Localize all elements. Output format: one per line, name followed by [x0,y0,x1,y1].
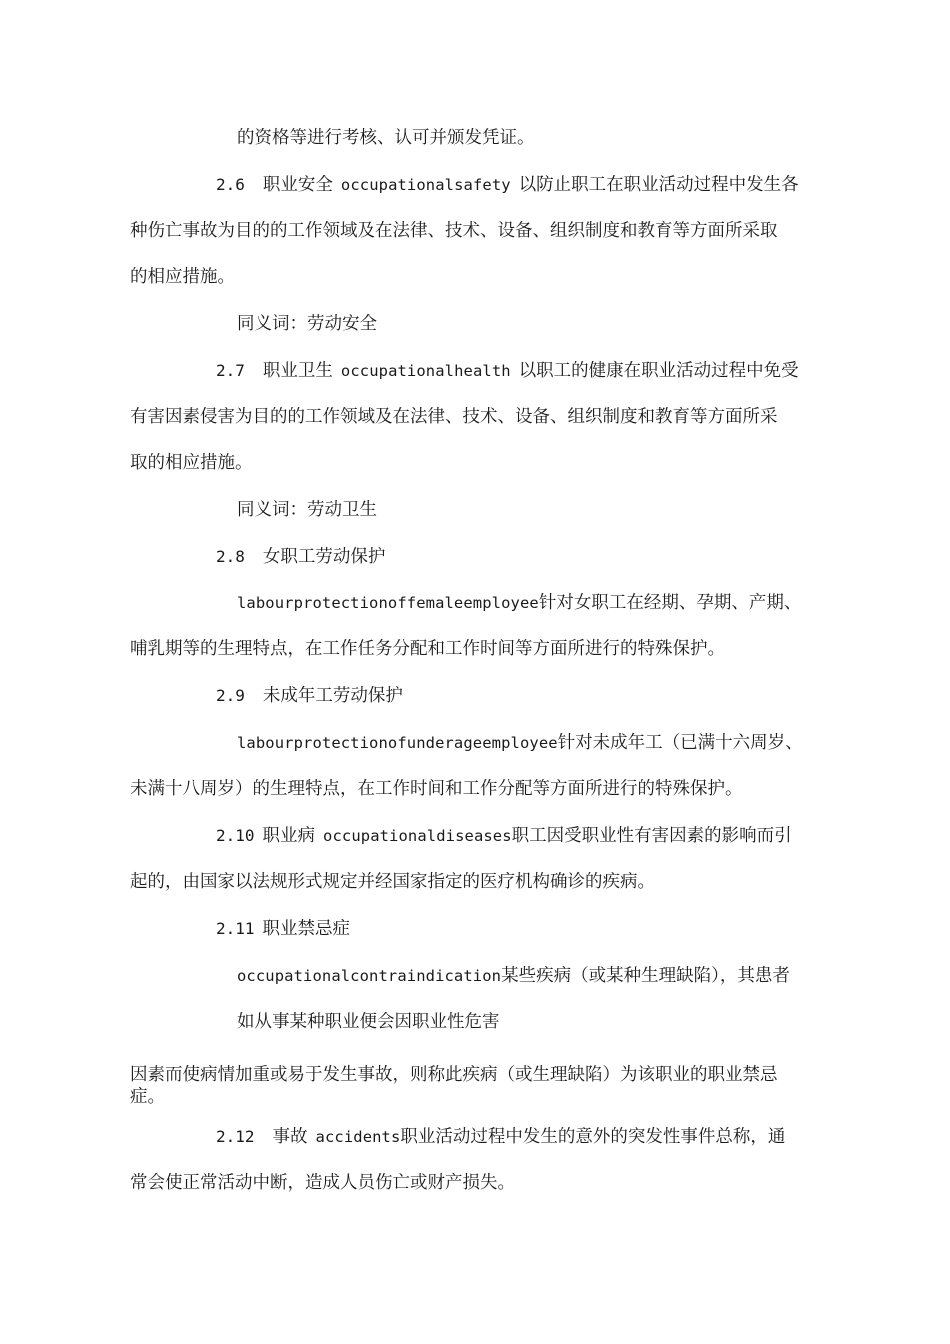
clause-term-english: occupationalcontraindication [237,967,502,985]
text-line: 未满十八周岁）的生理特点，在工作时间和工作分配等方面所进行的特殊保护。 [130,779,743,799]
clause-term: 职业安全 [262,175,333,195]
clause-definition: 职业活动过程中发生的意外的突发性事件总称，通 [400,1127,786,1147]
clause-definition: 以防止职工在职业活动过程中发生各 [518,175,799,195]
clause-term: 未成年工劳动保护 [262,686,403,706]
clause-definition: 针对女职工在经期、孕期、产期、 [538,593,802,613]
text-line: 取的相应措施。 [130,453,253,473]
clause-number: 2.10 [216,826,255,845]
clause-number: 2.8 [216,547,245,566]
synonym: 同义词：劳动安全 [237,314,377,334]
clause-term-english: occupationaldiseases [323,827,512,845]
clause-term: 职业卫生 [262,361,333,381]
clause-definition: 以职工的健康在职业活动过程中免受 [518,361,799,381]
text-line: 的资格等进行考核、认可并颁发凭证。 [237,128,535,148]
clause-term: 职业病 [262,826,316,846]
text-line: 哺乳期等的生理特点，在工作任务分配和工作时间等方面所进行的特殊保护。 [130,639,725,659]
clause-term: 事故 [272,1127,308,1147]
text-line: 起的，由国家以法规形式规定并经国家指定的医疗机构确诊的疾病。 [130,872,655,892]
synonym: 同义词：劳动卫生 [237,500,377,520]
clause-definition: 某些疾病（或某种生理缺陷），其患者 [501,966,790,986]
text-line: 种伤亡事故为目的的工作领域及在法律、技术、设备、组织制度和教育等方面所采取 [130,221,778,241]
clause-term-english: labourprotectionoffemaleemployee [237,594,539,612]
clause-term: 女职工劳动保护 [262,547,386,567]
clause-number: 2.12 [216,1127,255,1146]
text-line: 症。 [130,1087,165,1107]
clause-number: 2.9 [216,686,245,705]
clause-definition: 针对未成年工（已满十六周岁、 [557,733,803,753]
clause-term-english: labourprotectionofunderageemployee [237,734,558,752]
clause-number: 2.11 [216,919,255,938]
clause-term: 职业禁忌症 [262,919,351,939]
text-line: 常会使正常活动中断，造成人员伤亡或财产损失。 [130,1173,515,1193]
text-line: 的相应措施。 [130,267,235,287]
clause-term-english: occupationalhealth [340,362,511,380]
clause-number: 2.7 [216,361,245,380]
text-line: 有害因素侵害为目的的工作领域及在法律、技术、设备、组织制度和教育等方面所采 [130,407,778,427]
clause-term-english: occupationalsafety [340,176,511,194]
clause-definition: 职工因受职业性有害因素的影响而引 [511,826,792,846]
clause-term-english: accidents [315,1128,401,1146]
text-line: 因素而使病情加重或易于发生事故，则称此疾病（或生理缺陷）为该职业的职业禁忌 [130,1065,778,1085]
clause-number: 2.6 [216,175,245,194]
text-line: 如从事某种职业便会因职业性危害 [237,1012,500,1032]
